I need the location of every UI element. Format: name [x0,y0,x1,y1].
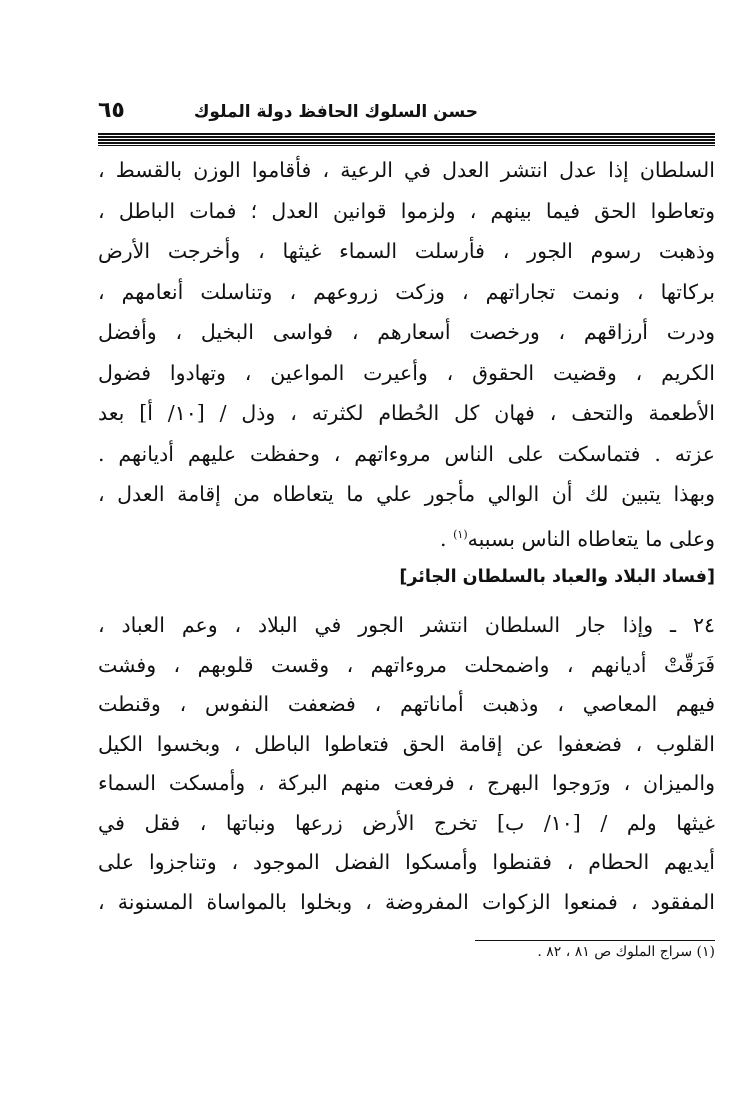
page-number: ٦٥ [98,98,125,123]
text-line: الأطعمة والتحف ، فهان كل الحُطام لكثرته ، وذل / [١٠/ أ] بعد [98,401,715,425]
running-title: حسن السلوك الحافظ دولة الملوك [193,102,478,122]
paragraph-1 [98,150,715,555]
text-line: وتعاطوا الحق فيما بينهم ، ولزموا قوانين العدل ؛ فمات الباطل ، [98,198,715,223]
text-line: ودرت أرزاقهم ، ورخصت أسعارهم ، فواسى البخيل ، وأفضل [98,320,715,344]
footnote-rule [475,940,715,941]
text-line: القلوب ، فضعفوا عن إقامة الحق فتعاطوا الباطل ، وبخسوا الكيل [98,731,715,756]
section-heading: [فساد البلاد والعباد بالسلطان الجائر] [399,567,715,587]
text-line: السلطان إذا عدل انتشر العدل في الرعية ، فأقاموا الوزن بالقسط ، [98,158,715,182]
text-line: المفقود ، فمنعوا الزكوات المفروضة ، وبخلوا بالمواساة المسنونة ، [98,889,715,914]
text-line: وذهبت رسوم الجور ، فأرسلت السماء غيثها ، وأخرجت الأرض [98,239,715,263]
footnote-marker: (١) [453,527,468,541]
text-line: بركاتها ، ونمت تجاراتهم ، وزكت زروعهم ، وتناسلت أنعامهم ، [98,279,715,304]
text-line: ٢٤ ـ وإذا جار السلطان انتشر الجور في البلاد ، وعم العباد ، [98,613,715,637]
header-rule [98,133,715,146]
text-line: أيديهم الحطام ، فقنطوا وأمسكوا الفضل الموجود ، وتناجزوا على [98,850,715,874]
text-line: وبهذا يتبين لك أن الوالي مأجور علي ما يتعاطاه من إقامة العدل ، [98,482,715,506]
text-line: غيثها ولم / [١٠/ ب] تخرج الأرض زرعها ونباتها ، فقل في [98,810,715,835]
text-line-last [98,515,715,556]
paragraph-2 [98,606,715,922]
text-line: عزته . فتماسكت على الناس مروءاتهم ، وحفظت عليهم أديانهم . [98,441,715,466]
footnote-1: (١) سراج الملوك ص ٨١ ، ٨٢ . [537,944,715,960]
text-line: والميزان ، ورَوجوا البهرج ، فرفعت منهم البركة ، وأمسكت السماء [98,771,715,795]
text-line: فيهم المعاصي ، وذهبت أماناتهم ، فضعفت النفوس ، وقنطت [98,692,715,716]
text-segment: وعلى ما يتعاطاه الناس بسببه [467,526,715,551]
text-line: فَرَقّتْ أديانهم ، واضمحلت مروءاتهم ، وقست قلوبهم ، وفشت [98,652,715,677]
text-line: الكريم ، وقضيت الحقوق ، وأعيرت المواعين ، وتهادوا فضول [98,360,715,385]
text-segment-end: . [440,526,454,551]
